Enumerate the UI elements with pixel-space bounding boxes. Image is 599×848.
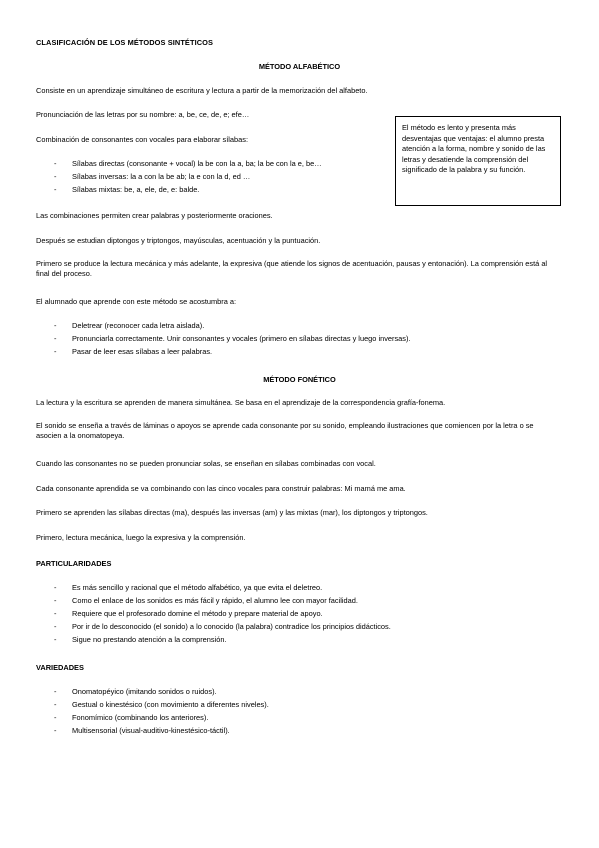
list-item: - Como el enlace de los sonidos es más fácil y rápido, el alumno lee con mayor facilidad.: [36, 596, 556, 606]
alfabetico-despues: Después se estudian diptongos y triptongos, mayúsculas, acentuación y la puntuación.: [36, 236, 321, 245]
variedades-list: [36, 687, 556, 739]
fonetico-p2: El sonido se enseña a través de láminas o apoyos se aprende cada consonante por su sonido, empleando ilustraciones que comiencen por la letra o se asocien a la onomatopeya.: [36, 421, 534, 440]
particularidades-title: PARTICULARIDADES: [36, 559, 112, 568]
list-item: - Requiere que el profesorado domine el método y prepare material de apoyo.: [36, 609, 556, 619]
document-title: CLASIFICACIÓN DE LOS MÉTODOS SINTÉTICOS: [36, 38, 214, 47]
section-title-alfabetico: MÉTODO ALFABÉTICO: [258, 62, 341, 71]
list-item: - Multisensorial (visual-auditivo-kinestésico-táctil).: [36, 726, 556, 736]
fonetico-p3: Cuando las consonantes no se pueden pronunciar solas, se enseñan en sílabas combinadas con vocal.: [36, 459, 376, 468]
fonetico-p5: Primero se aprenden las sílabas directas (ma), después las inversas (am) y las mixtas (mar), los diptongos y triptongos.: [36, 508, 428, 517]
fonetico-p6: Primero, lectura mecánica, luego la expresiva y la comprensión.: [36, 533, 246, 542]
variedades-title: VARIEDADES: [36, 663, 84, 672]
alfabetico-primero: Primero se produce la lectura mecánica y más adelante, la expresiva (que atiende los signos de acentuación, pausas y entonación). La comprensión está al final del proceso.: [36, 259, 548, 278]
list-item: - Sigue no prestando atención a la comprensión.: [36, 635, 556, 645]
fonetico-p1: La lectura y la escritura se aprenden de manera simultánea. Se basa en el aprendizaje de la correspondencia grafía-fonema.: [36, 398, 446, 407]
silabas-list: [36, 159, 386, 198]
particularidades-list: [36, 583, 556, 648]
alfabetico-pronunciacion: Pronunciación de las letras por su nombre: a, be, ce, de, e; efe…: [36, 110, 250, 119]
note-box-text: El método es lento y presenta más desventajas que ventajas: el alumno presta atención a la forma, nombre y sonido de las letras y desatiende la comprensión del significado de la palabra y su función.: [402, 123, 546, 175]
list-item: - Sílabas mixtas: be, a, ele, de, e: balde.: [36, 185, 386, 195]
alfabetico-combinacion: Combinación de consonantes con vocales para elaborar sílabas:: [36, 135, 248, 144]
alfabetico-alumnado: El alumnado que aprende con este método se acostumbra a:: [36, 297, 237, 306]
alfabetico-intro: Consiste en un aprendizaje simultáneo de escritura y lectura a partir de la memorización del alfabeto.: [36, 86, 368, 95]
list-item: - Pronunciarla correctamente. Unir consonantes y vocales (primero en sílabas directas y luego inversas).: [36, 334, 556, 344]
list-item: - Fonomímico (combinando los anteriores).: [36, 713, 556, 723]
list-item: - Por ir de lo desconocido (el sonido) a lo conocido (la palabra) contradice los principios didácticos.: [36, 622, 556, 632]
list-item: - Es más sencillo y racional que el método alfabético, ya que evita el deletreo.: [36, 583, 556, 593]
fonetico-p4: Cada consonante aprendida se va combinando con las cinco vocales para construir palabras: Mi mamá me ama.: [36, 484, 406, 493]
list-item: - Deletrear (reconocer cada letra aislada).: [36, 321, 556, 331]
alfabetico-combinaciones: Las combinaciones permiten crear palabras y posteriormente oraciones.: [36, 211, 273, 220]
list-item: - Pasar de leer esas sílabas a leer palabras.: [36, 347, 556, 357]
habitos-list: [36, 321, 556, 360]
note-box: [395, 116, 561, 206]
list-item: - Sílabas directas (consonante + vocal) la be con la a, ba; la be con la e, be…: [36, 159, 386, 169]
list-item: - Sílabas inversas: la a con la be ab; la e con la d, ed …: [36, 172, 386, 182]
section-title-fonetico: MÉTODO FONÉTICO: [263, 375, 336, 384]
list-item: - Onomatopéyico (imitando sonidos o ruidos).: [36, 687, 556, 697]
list-item: - Gestual o kinestésico (con movimiento a diferentes niveles).: [36, 700, 556, 710]
